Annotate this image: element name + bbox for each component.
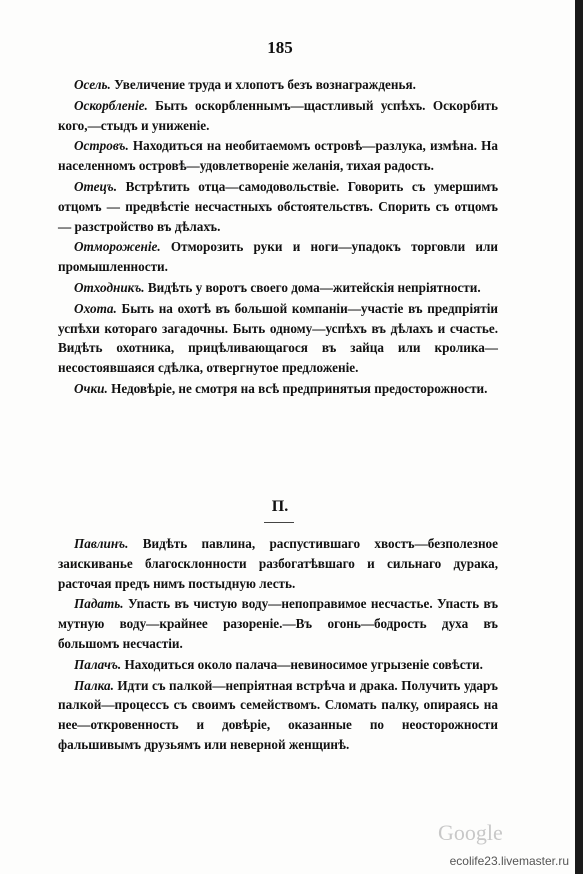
watermark-text: ecolife23.livemaster.ru xyxy=(449,854,569,868)
entry-text: Недовѣріе, не смотря на всѣ предпринятыя предосторожности. xyxy=(111,380,488,396)
dictionary-entry xyxy=(58,177,498,236)
entry-term: Павлинъ. xyxy=(74,536,129,551)
entry-text: Быть оскорбленнымъ—щастливый успѣхъ. Оскорбить кого,—стыдъ и униженіе. xyxy=(58,97,498,133)
section-heading: П. xyxy=(271,498,289,515)
entry-term: Осель. xyxy=(74,77,111,92)
section-divider xyxy=(264,522,294,523)
entry-text: Находиться около палача—невиносимое угрызеніе совѣсти. xyxy=(124,656,483,672)
entry-term: Отходникъ. xyxy=(74,279,145,295)
dictionary-entry xyxy=(58,278,498,298)
dictionary-entry xyxy=(58,75,498,95)
entry-term: Оскорбленіе. xyxy=(74,97,148,113)
entry-text: Отморозить руки и ноги—упадокъ торговли или промышленности. xyxy=(58,239,498,275)
entry-text: Упасть въ чистую воду—непоправимое несчастье. Упасть въ мутную воду—крайнее разореніе.—Въ огонь—бодрость духа въ большомъ несчастіи. xyxy=(58,596,499,651)
dictionary-section-p xyxy=(58,534,498,756)
dictionary-entry xyxy=(58,676,498,755)
google-scan-mark: Google xyxy=(438,820,503,845)
dictionary-entry xyxy=(58,136,498,176)
entry-term: Отецъ. xyxy=(74,178,118,194)
page-number: 185 xyxy=(267,38,293,57)
entry-term: Отмороженіе. xyxy=(74,239,161,255)
entry-term: Падать. xyxy=(74,596,124,612)
entry-text: Видѣть у воротъ своего дома—житейскія непріятности. xyxy=(147,279,481,295)
scan-edge xyxy=(575,0,583,874)
entry-term: Палачъ. xyxy=(74,656,122,672)
entry-term: Охота. xyxy=(74,300,117,316)
entry-text: Быть на охотѣ въ большой компаніи—участіе въ предпріятіи успѣхи котораго загадочны. Быть одному—успѣхъ въ дѣлахъ и счастье. Видѣть охотника, прицѣливающагося въ зайца или кролика—несостоявшаяся сдѣлка, отвергнутое предложеніе. xyxy=(58,300,499,376)
entry-term: Очки. xyxy=(74,380,108,396)
dictionary-entry xyxy=(58,96,498,136)
entry-text: Идти съ палкой—непріятная встрѣча и драка. Получить ударъ палкой—процессъ съ своимъ семействомъ. Сломать палку, опираясь на нее—откровенность и довѣріе, оказанные по неосторожности фальшивымъ друзьямъ или неверной женщинѣ. xyxy=(58,677,499,752)
dictionary-entry xyxy=(58,534,498,593)
dictionary-entry xyxy=(58,379,498,399)
dictionary-entry xyxy=(58,594,498,653)
entry-text: Увеличение труда и хлопотъ безъ вознагражденья. xyxy=(114,77,416,92)
dictionary-section-o xyxy=(58,75,498,400)
dictionary-entry xyxy=(58,299,498,378)
dictionary-entry xyxy=(58,237,498,277)
dictionary-entry xyxy=(58,655,498,675)
entry-text: Встрѣтить отца—самодовольствіе. Говорить съ умершимъ отцомъ — предвѣстіе несчастныхъ обстоятельствъ. Спорить съ отцомъ — разстройство въ дѣлахъ. xyxy=(58,178,499,234)
entry-text: Находиться на необитаемомъ островѣ—разлука, измѣна. На населенномъ островѣ—удовлетвореніе желанія, тихая радость. xyxy=(58,138,498,174)
entry-term: Островъ. xyxy=(74,138,129,154)
entry-text: Видѣть павлина, распустившаго хвостъ—безполезное заискиванье благосклонности разбогатѣвшаго и сильнаго дурака, расточая предъ нимъ постыдную лесть. xyxy=(58,536,498,591)
entry-term: Палка. xyxy=(74,677,114,693)
